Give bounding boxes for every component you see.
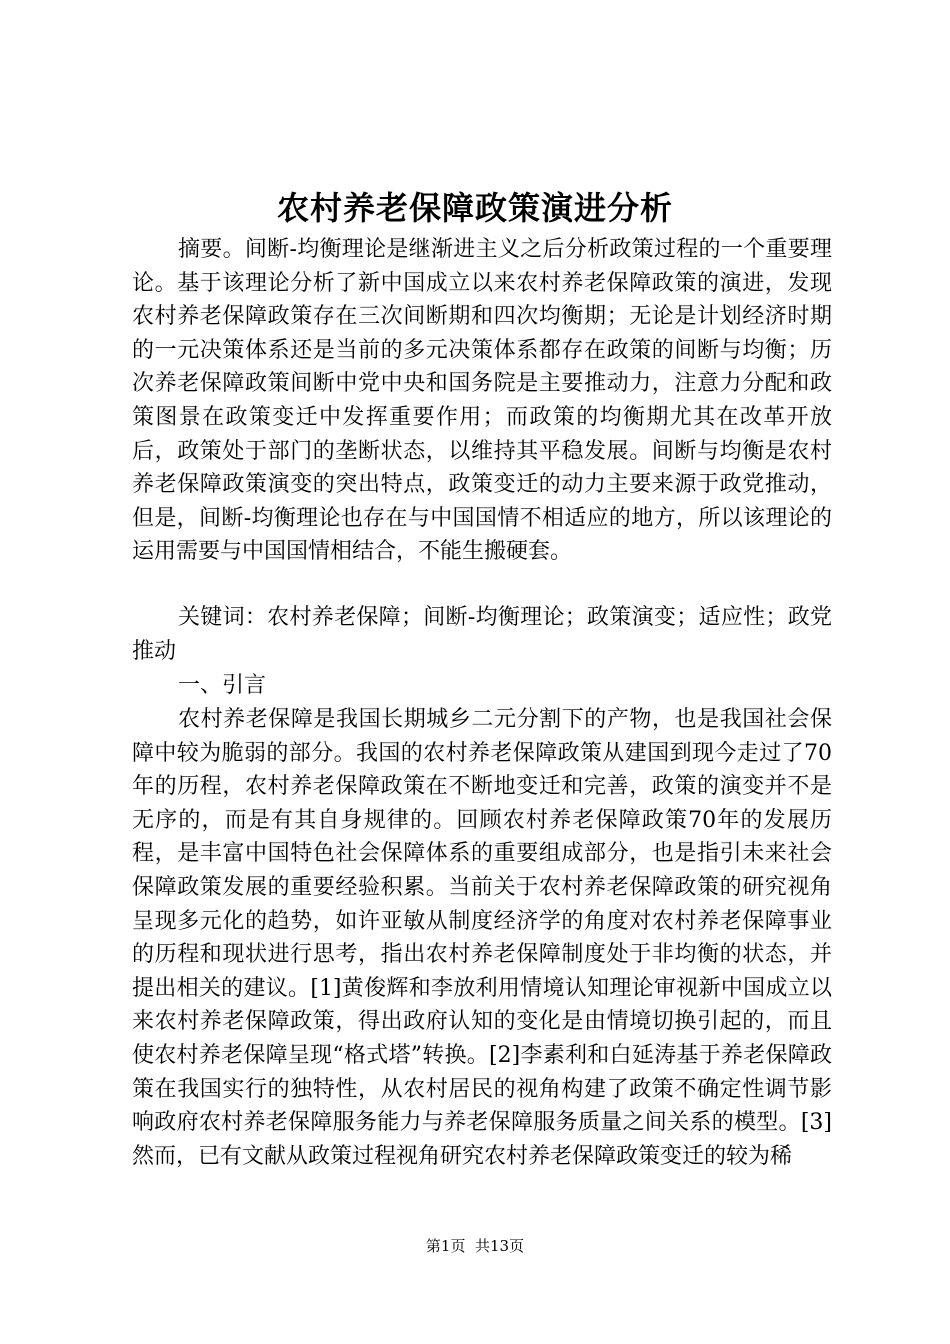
- page-number-label: 第1页: [425, 1237, 466, 1255]
- abstract-paragraph: 摘要。间断-均衡理论是继渐进主义之后分析政策过程的一个重要理论。基于该理论分析了新中国成立以来农村养老保障政策的演进，发现农村养老保障政策存在三次间断期和四次均衡期；无论是计划经济时期的一元决策体系还是当前的多元决策体系都存在政策的间断与均衡；历次养老保障政策间断中党中央和国务院是主要推动力，注意力分配和政策图景在政策变迁中发挥重要作用；而政策的均衡期尤其在改革开放后，政策处于部门的垄断状态，以维持其平稳发展。间断与均衡是农村养老保障政策演变的突出特点，政策变迁的动力主要来源于政党推动，但是，间断-均衡理论也存在与中国国情不相适应的地方，所以该理论的运用需要与中国国情相结合，不能生搬硬套。: [132, 237, 832, 565]
- total-pages-label: 共13页: [475, 1237, 525, 1255]
- intro-paragraph: 农村养老保障是我国长期城乡二元分割下的产物，也是我国社会保障中较为脆弱的部分。我国的农村养老保障政策从建国到现今走过了70年的历程，农村养老保障政策在不断地变迁和完善，政策的演变并不是无序的，而是有其自身规律的。回顾农村养老保障政策70年的发展历程，是丰富中国特色社会保障体系的重要组成部分，也是指引未来社会保障政策发展的重要经验积累。当前关于农村养老保障政策的研究视角呈现多元化的趋势，如许亚敏从制度经济学的角度对农村养老保障事业的历程和现状进行思考，指出农村养老保障制度处于非均衡的状态，并提出相关的建议。[1]黄俊辉和李放利用情境认知理论审视新中国成立以来农村养老保障政策，得出政府认知的变化是由情境切换引起的，而且使农村养老保障呈现“格式塔”转换。[2]李素利和白延涛基于养老保障政策在我国实行的独特性，从农村居民的视角构建了政策不确定性调节影响政府农村养老保障服务能力与养老保障服务质量之间关系的模型。[3]然而，已有文献从政策过程视角研究农村养老保障政策变迁的较为稀: [132, 707, 832, 1169]
- document-title: 农村养老保障政策演进分析: [276, 189, 673, 227]
- keywords-paragraph: 关键词：农村养老保障；间断-均衡理论；政策演变；适应性；政党推动: [132, 605, 832, 664]
- page-footer: [0, 1236, 950, 1256]
- section-heading: 一、引言: [178, 673, 267, 698]
